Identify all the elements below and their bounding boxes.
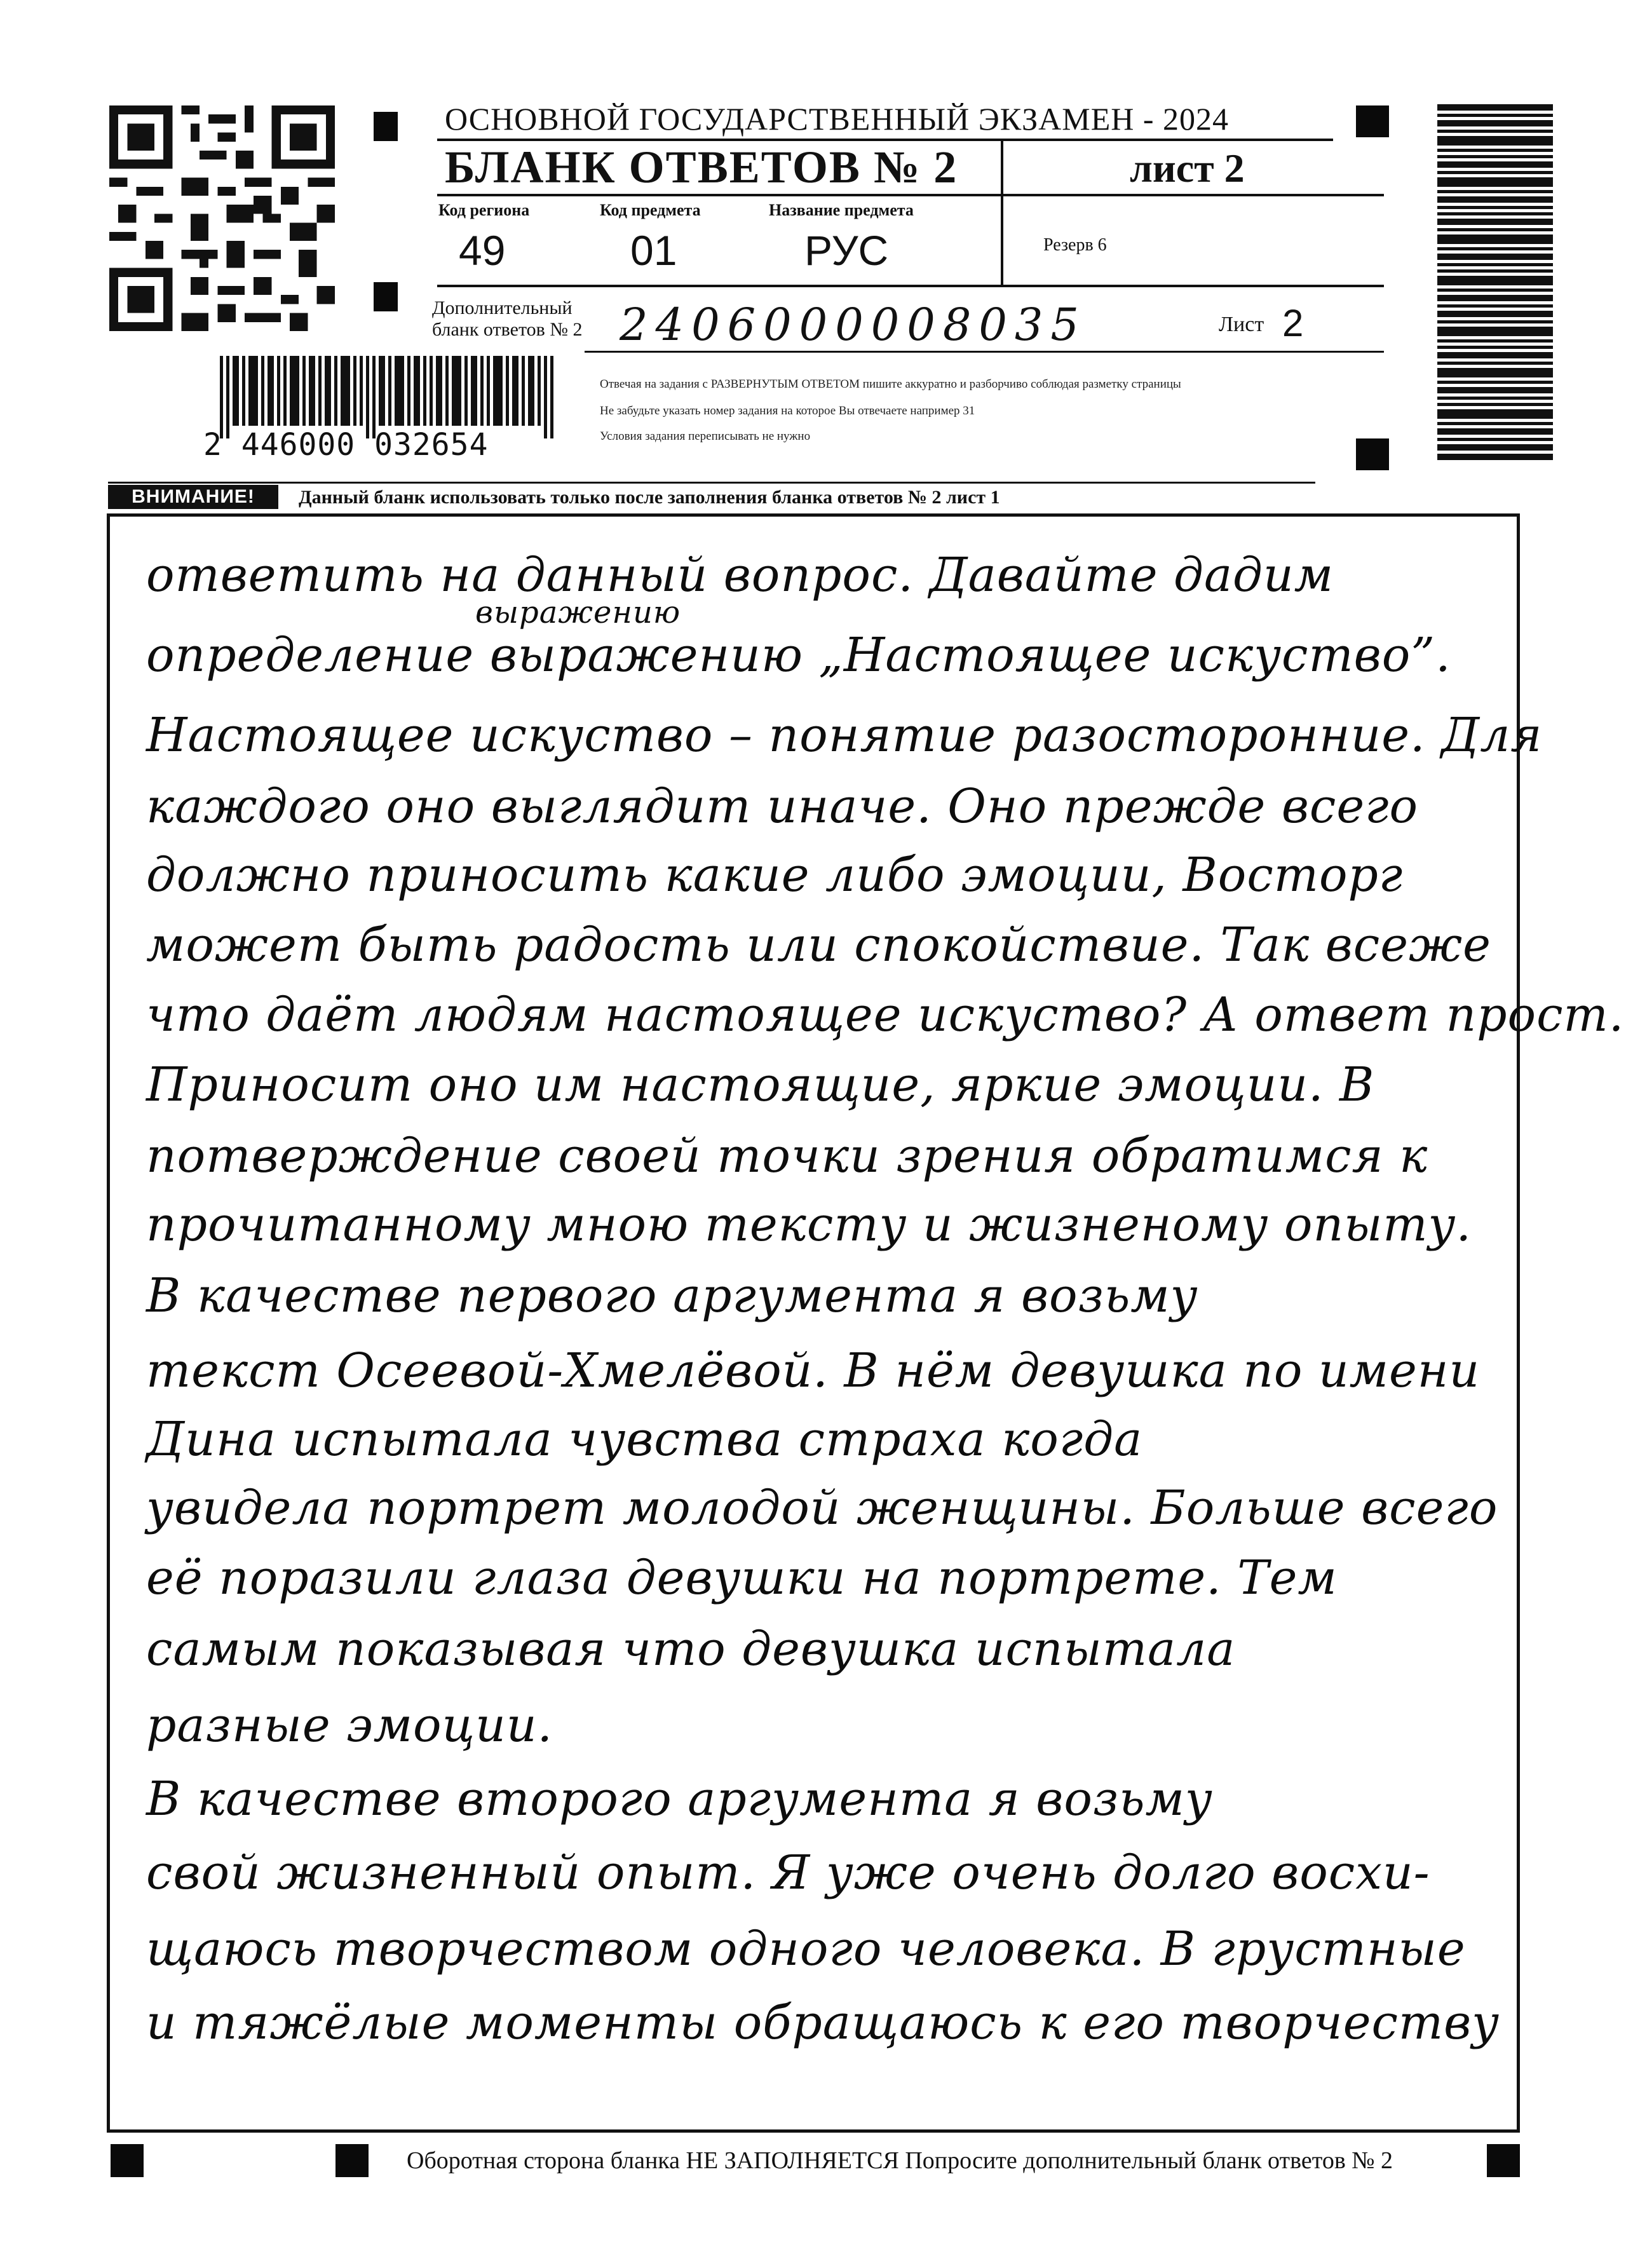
region-code-label: Код региона	[438, 201, 530, 219]
attention-rule	[108, 482, 1315, 484]
list-value: 2	[1282, 302, 1304, 344]
answer-line: щаюсь творчеством одного человека. В грустные	[146, 1922, 1466, 1976]
answer-line: В качестве второго аргумента я возьму	[146, 1772, 1213, 1826]
answer-line: может быть радость или спокойствие. Так всеже	[146, 918, 1491, 972]
additional-blank-number: 2406000008035	[620, 299, 1087, 351]
header-rule	[437, 194, 1384, 196]
header-rule	[437, 285, 1384, 287]
registration-mark	[1487, 2144, 1520, 2177]
registration-mark	[374, 282, 398, 311]
attention-text: Данный бланк использовать только после заполнения бланка ответов № 2 лист 1	[299, 487, 1000, 508]
answer-line: В качестве первого аргумента я возьму	[146, 1268, 1198, 1323]
subject-name-label: Название предмета	[769, 201, 914, 219]
answer-line: каждого оно выглядит иначе. Оно прежде всего	[146, 779, 1419, 834]
attention-badge: ВНИМАНИЕ!	[108, 485, 278, 509]
barcode	[220, 356, 557, 438]
answer-line: самым показывая что девушка испытала	[146, 1622, 1236, 1676]
vertical-barcode	[1437, 104, 1553, 460]
answer-line: Настоящее искуство – понятие разосторонние. Для	[146, 708, 1543, 763]
header-divider	[1001, 141, 1003, 287]
reserve-field: Резерв 6	[1043, 235, 1107, 255]
blank-title: БЛАНК ОТВЕТОВ № 2	[445, 142, 958, 193]
answer-line: ответить на данный вопрос. Давайте дадим	[146, 548, 1334, 602]
answer-line: что даёт людям настоящее искуство? А ответ прост.	[146, 988, 1625, 1042]
header-rule	[585, 351, 1384, 353]
answer-line: Приносит оно им настоящие, яркие эмоции. В	[146, 1057, 1375, 1112]
answer-line: текст Осеевой-Хмелёвой. В нём девушка по имени	[146, 1343, 1481, 1398]
registration-mark	[374, 112, 398, 141]
answer-line: свой жизненный опыт. Я уже очень долго восхи-	[146, 1845, 1430, 1900]
answer-line: Дина испытала чувства страха когда	[146, 1412, 1143, 1467]
list-label: Лист	[1219, 313, 1264, 336]
instruction-line: Не забудьте указать номер задания на которое Вы отвечаете например 31	[600, 404, 975, 418]
answer-line: прочитанному мною тексту и жизненому опыту.	[146, 1197, 1472, 1252]
registration-mark	[1356, 438, 1389, 470]
instruction-line: Отвечая на задания с РАЗВЕРНУТЫМ ОТВЕТОМ пишите аккуратно и разборчиво соблюдая разметку страницы	[600, 377, 1181, 391]
answer-line: увидела портрет молодой женщины. Больше всего	[146, 1481, 1498, 1535]
exam-title: ОСНОВНОЙ ГОСУДАРСТВЕННЫЙ ЭКЗАМЕН - 2024	[445, 101, 1229, 137]
answer-line: должно приносить какие либо эмоции, Восторг	[146, 848, 1404, 902]
handwritten-insertion: выражению	[475, 595, 681, 630]
registration-mark	[111, 2144, 144, 2177]
answer-line: потверждение своей точки зрения обратимся к	[146, 1129, 1428, 1183]
subject-code-label: Код предмета	[600, 201, 701, 219]
additional-blank-label: Дополнительный бланк ответов № 2	[432, 297, 583, 340]
subject-code-value: 01	[630, 227, 677, 274]
answer-line: разные эмоции.	[146, 1698, 553, 1753]
registration-mark	[1356, 105, 1389, 137]
region-code-value: 49	[459, 227, 506, 274]
answer-line: и тяжёлые моменты обращаюсь к его творчеству	[146, 1995, 1500, 2050]
qr-code	[109, 105, 335, 331]
instruction-line: Условия задания переписывать не нужно	[600, 430, 811, 443]
footer-notice: Оборотная сторона бланка НЕ ЗАПОЛНЯЕТСЯ Попросите дополнительный бланк ответов № 2	[407, 2147, 1393, 2174]
sheet-title: лист 2	[1130, 146, 1245, 191]
registration-mark	[335, 2144, 369, 2177]
answer-line: её поразили глаза девушки на портрете. Тем	[146, 1551, 1338, 1605]
subject-name-value: РУС	[804, 227, 889, 274]
barcode-number: 2 446000 032654	[203, 427, 489, 463]
answer-line: определение выражению „Настоящее искуство”.	[146, 628, 1451, 682]
